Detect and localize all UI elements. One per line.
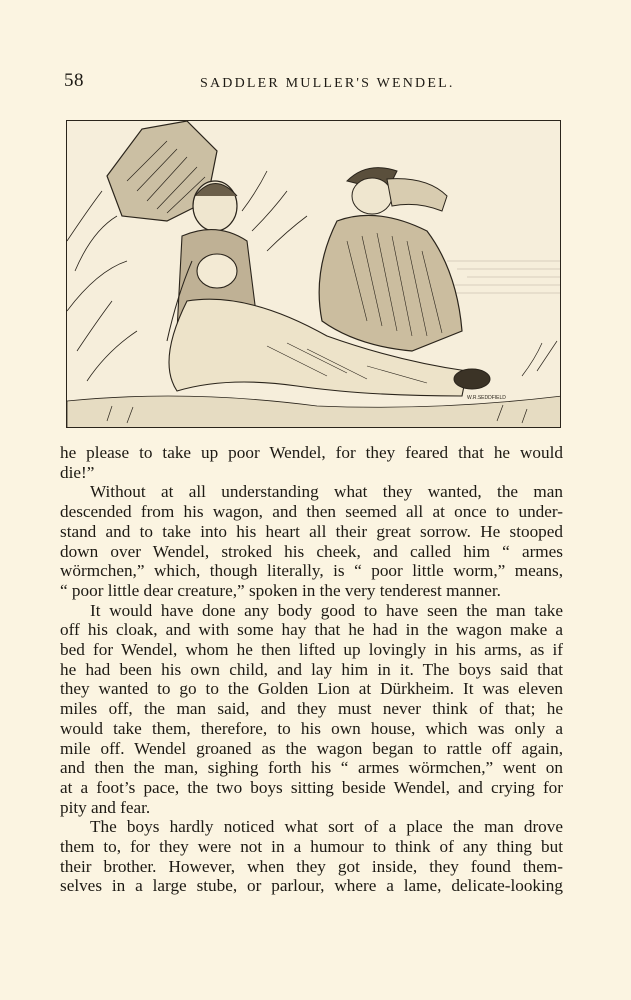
- text-line: stand and to take into his heart all their great sorrow. He stooped: [60, 521, 563, 541]
- text-line: selves in a large stube, or parlour, where a lame, delicate-looking: [60, 876, 563, 896]
- text-line: wörmchen,” which, though literally, is “ poor little worm,” means,: [60, 561, 563, 581]
- text-line: The boys hardly noticed what sort of a place the man drove: [90, 817, 563, 837]
- text-line: their brother. However, when they got inside, they found them-: [60, 856, 563, 876]
- text-line: and then the man, sighing forth his “ armes wörmchen,” went on: [60, 758, 563, 778]
- engraver-signature: W.R.SEDDFIELD: [467, 395, 506, 401]
- text-line: descended from his wagon, and then seemed all at once to under-: [60, 502, 563, 522]
- text-line: “ poor little dear creature,” spoken in the very tenderest manner.: [60, 580, 501, 600]
- text-line: Without at all understanding what they wanted, the man: [90, 482, 563, 502]
- text-line: down over Wendel, stroked his cheek, and called him “ armes: [60, 541, 563, 561]
- text-line: would take them, therefore, to his own house, which was only a: [60, 718, 563, 738]
- page-number: 58: [64, 70, 84, 91]
- text-line: he please to take up poor Wendel, for they feared that he would: [60, 443, 563, 462]
- text-line: mile off. Wendel groaned as the wagon began to rattle off again,: [60, 738, 563, 758]
- text-line: them to, for they were not in a humour to think of any thing but: [60, 837, 563, 857]
- text-line: at a foot’s pace, the two boys sitting beside Wendel, and crying for: [60, 777, 563, 797]
- body-text: [60, 443, 563, 896]
- text-line: miles off, the man said, and they must never think of that; he: [60, 699, 563, 719]
- text-line: It would have done any body good to have seen the man take: [90, 600, 563, 620]
- running-title: SADDLER MULLER'S WENDEL.: [200, 76, 455, 91]
- text-line: die!”: [60, 462, 95, 482]
- text-line: pity and fear.: [60, 797, 151, 817]
- text-line: bed for Wendel, whom he then lifted up lovingly in his arms, as if: [60, 640, 563, 660]
- text-line: he had been his own child, and lay him in it. The boys said that: [60, 659, 563, 679]
- text-line: they wanted to go to the Golden Lion at Dürkheim. It was eleven: [60, 679, 563, 699]
- engraving-illustration: [66, 120, 561, 428]
- text-line: off his cloak, and with some hay that he had in the wagon make a: [60, 620, 563, 640]
